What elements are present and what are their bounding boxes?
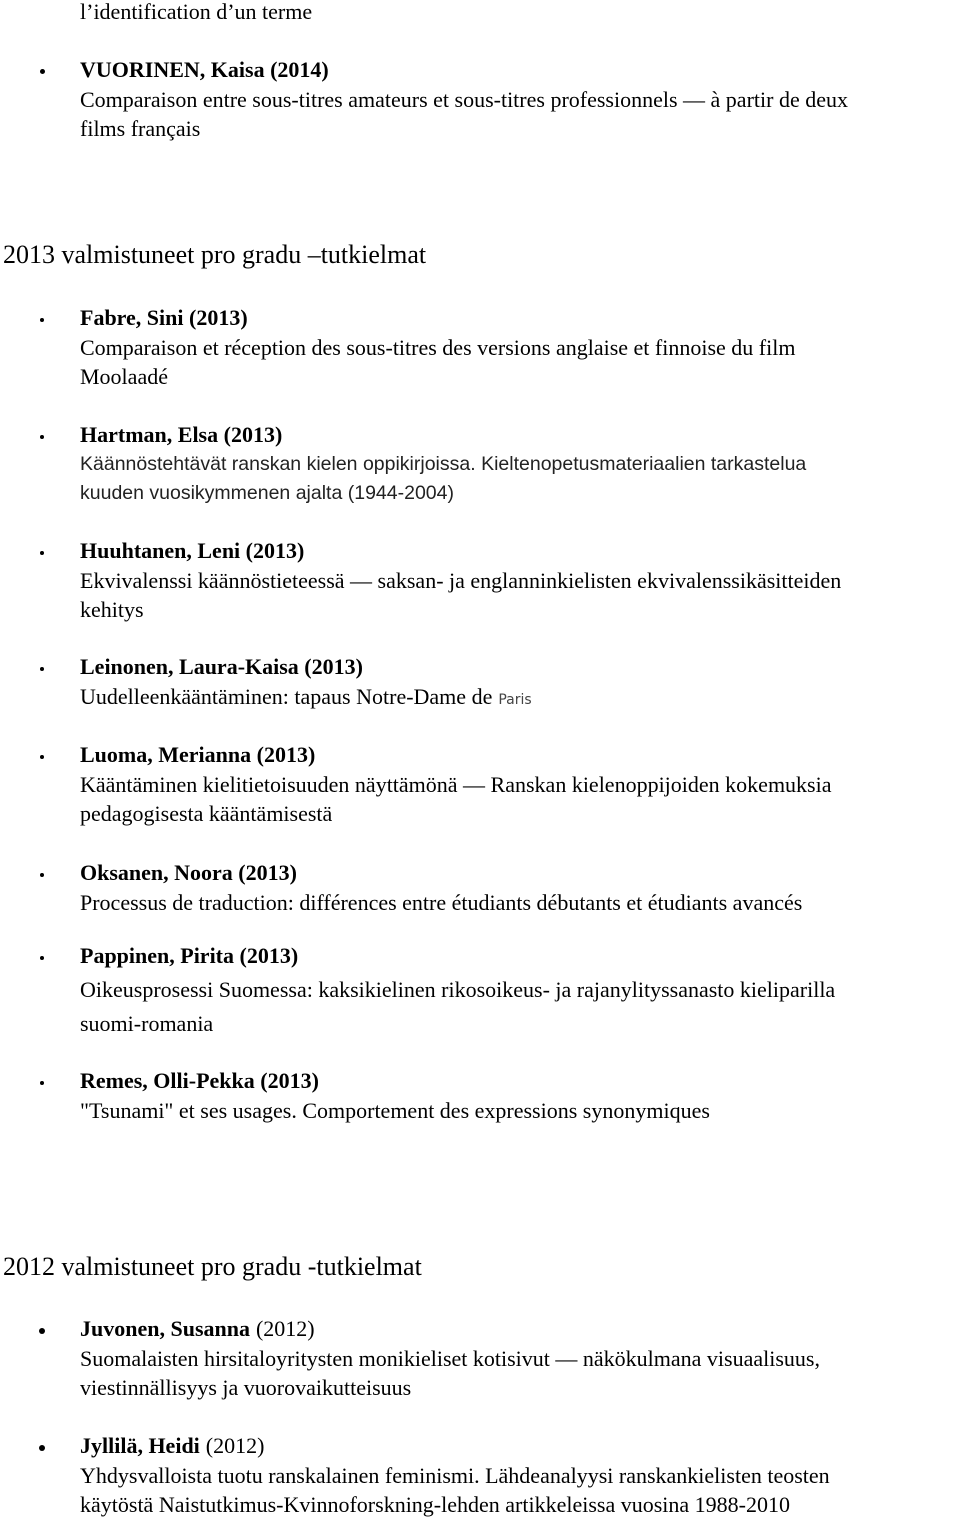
thesis-description-line: suomi-romania bbox=[80, 1011, 214, 1036]
bullet-marker bbox=[40, 956, 44, 960]
thesis-description-line: Kääntäminen kielitietoisuuden näyttämönä — Ranskan kielenoppijoiden kokemuksia bbox=[80, 771, 832, 797]
thesis-description-line: "Tsunami" et ses usages. Comportement des expressions synonymiques bbox=[80, 1097, 710, 1123]
thesis-description-line: Ekvivalenssi käännöstieteessä — saksan- ja englanninkielisten ekvivalenssikäsitteiden bbox=[80, 567, 842, 593]
thesis-title: VUORINEN, Kaisa (2014) bbox=[80, 57, 329, 82]
bullet-marker bbox=[40, 435, 44, 439]
thesis-entry bbox=[80, 303, 958, 392]
section-heading-2012: 2012 valmistuneet pro gradu -tutkielmat bbox=[3, 1252, 422, 1281]
thesis-description-line: pedagogisesta kääntämisestä bbox=[80, 801, 333, 826]
thesis-entry bbox=[80, 1066, 958, 1125]
thesis-entry bbox=[80, 420, 958, 509]
thesis-entry bbox=[80, 858, 958, 917]
thesis-description-line: Comparaison entre sous-titres amateurs et sous-titres professionnels — à partir de deux bbox=[80, 86, 848, 112]
bullet-marker bbox=[39, 1328, 45, 1334]
thesis-title: Leinonen, Laura-Kaisa (2013) bbox=[80, 654, 363, 679]
thesis-entry bbox=[80, 1431, 958, 1520]
thesis-entry bbox=[80, 740, 958, 829]
description-suffix-text: Paris bbox=[498, 691, 532, 708]
continued-description-line: l’identification d’un terme bbox=[80, 0, 313, 24]
thesis-description-line: Moolaadé bbox=[80, 364, 168, 389]
thesis-description-line: viestinnällisyys ja vuorovaikutteisuus bbox=[80, 1375, 412, 1400]
bullet-marker bbox=[40, 69, 45, 74]
bullet-marker bbox=[40, 551, 44, 555]
section-heading-2013: 2013 valmistuneet pro gradu –tutkielmat bbox=[3, 240, 427, 269]
author-name: Jyllilä, Heidi bbox=[80, 1433, 200, 1458]
thesis-description-line: kehitys bbox=[80, 597, 144, 622]
thesis-description-line: films français bbox=[80, 116, 201, 141]
thesis-entry bbox=[80, 1314, 958, 1403]
thesis-description-line: kuuden vuosikymmenen ajalta (1944-2004) bbox=[80, 482, 454, 504]
author-name: Juvonen, Susanna bbox=[80, 1316, 250, 1341]
thesis-entry bbox=[80, 652, 958, 715]
thesis-year: (2012) bbox=[205, 1433, 265, 1458]
bullet-marker bbox=[40, 318, 44, 322]
bullet-marker bbox=[40, 667, 44, 671]
thesis-title: Hartman, Elsa (2013) bbox=[80, 422, 283, 447]
bullet-marker bbox=[40, 873, 44, 877]
thesis-description-line: käytöstä Naistutkimus-Kvinnoforskning-lehden artikkeleissa vuosina 1988-2010 bbox=[80, 1492, 790, 1517]
thesis-description-line: Comparaison et réception des sous-titres des versions anglaise et finnoise du film bbox=[80, 334, 796, 360]
thesis-description-line: Suomalaisten hirsitaloyritysten monikieliset kotisivut — näkökulmana visuaalisuus, bbox=[80, 1345, 820, 1371]
thesis-title: Oksanen, Noora (2013) bbox=[80, 860, 297, 885]
thesis-title bbox=[80, 1314, 958, 1344]
thesis-title bbox=[80, 1431, 958, 1461]
thesis-title: Fabre, Sini (2013) bbox=[80, 305, 248, 330]
thesis-entry bbox=[80, 55, 958, 144]
bullet-marker bbox=[40, 755, 44, 759]
thesis-title: Remes, Olli-Pekka (2013) bbox=[80, 1068, 319, 1093]
thesis-year: (2012) bbox=[255, 1316, 315, 1341]
thesis-title: Pappinen, Pirita (2013) bbox=[80, 943, 299, 968]
thesis-description-line: Oikeusprosessi Suomessa: kaksikielinen rikosoikeus- ja rajanylityssanasto kieliparilla bbox=[80, 977, 836, 1002]
thesis-entry bbox=[80, 536, 958, 625]
thesis-entry bbox=[80, 939, 958, 1041]
bullet-marker bbox=[39, 1445, 45, 1451]
thesis-description-line: Yhdysvalloista tuotu ranskalainen feminismi. Lähdeanalyysi ranskankielisten teosten bbox=[80, 1462, 830, 1488]
thesis-title: Huuhtanen, Leni (2013) bbox=[80, 538, 305, 563]
thesis-description-line: Processus de traduction: différences entre étudiants débutants et étudiants avancés bbox=[80, 889, 803, 915]
description-main-text: Uudelleenkääntäminen: tapaus Notre-Dame de bbox=[80, 683, 493, 709]
thesis-title: Luoma, Merianna (2013) bbox=[80, 742, 316, 767]
thesis-description-line bbox=[80, 682, 958, 716]
thesis-description-line: Käännöstehtävät ranskan kielen oppikirjoissa. Kieltenopetusmateriaalien tarkastelua bbox=[80, 452, 807, 475]
bullet-marker bbox=[40, 1081, 44, 1085]
